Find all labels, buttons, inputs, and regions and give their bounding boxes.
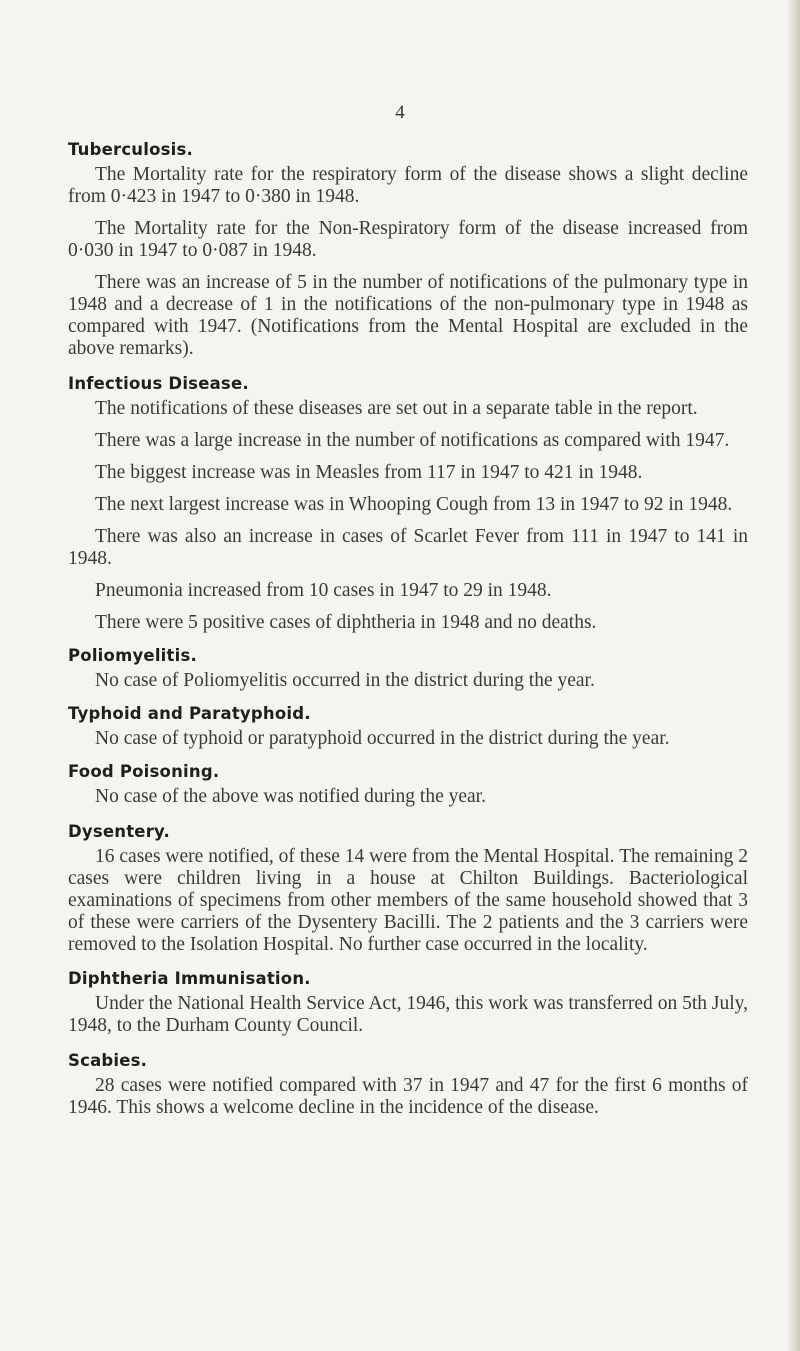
section-heading: Typhoid and Paratyphoid. <box>68 704 311 723</box>
section-heading: Infectious Disease. <box>68 374 249 393</box>
section-heading: Tuberculosis. <box>68 140 194 159</box>
paragraph: 16 cases were notified, of these 14 were from the Mental Hospital. The remaining 2 cases were children living in a house at Chilton Buildings. Bacteriological examinations of specimens from other members of the same household showed that 3 of these were carriers of the Dysentery Bacilli. The 2 patients and the 3 carriers were removed to the Isolation Hospital. No further case occurred in the locality. <box>68 846 748 955</box>
page-number: 4 <box>395 102 405 123</box>
paragraph: 28 cases were notified compared with 37 in 1947 and 47 for the first 6 months of 1946. This shows a welcome decline in the incidence of the disease. <box>68 1075 748 1118</box>
paragraph: There was also an increase in cases of Scarlet Fever from 111 in 1947 to 141 in 1948. <box>68 526 748 569</box>
section-heading: Diphtheria Immunisation. <box>68 969 311 988</box>
paragraph: The next largest increase was in Whooping Cough from 13 in 1947 to 92 in 1948. <box>95 494 733 515</box>
section-scabies <box>68 1051 748 1119</box>
section-food-poisoning <box>68 762 748 808</box>
paragraph: The notifications of these diseases are set out in a separate table in the report. <box>95 398 698 419</box>
paragraph: There was a large increase in the number of notifications as compared with 1947. <box>95 430 730 451</box>
page-body <box>68 140 748 1129</box>
paragraph: Pneumonia increased from 10 cases in 1947 to 29 in 1948. <box>95 580 552 601</box>
section-heading: Food Poisoning. <box>68 762 220 781</box>
paragraph: There was an increase of 5 in the number of notifications of the pulmonary type in 1948 and a decrease of 1 in the notifications of the non-pulmonary type in 1948 as compared with 1947. (Notifications from the Mental Hospital are excluded in the above remarks). <box>68 272 748 359</box>
paragraph: The Mortality rate for the respiratory form of the disease shows a slight decline from 0·423 in 1947 to 0·380 in 1948. <box>68 164 748 207</box>
paragraph: The Mortality rate for the Non-Respiratory form of the disease increased from 0·030 in 1947 to 0·087 in 1948. <box>68 218 748 261</box>
paragraph: No case of Poliomyelitis occurred in the district during the year. <box>95 670 595 691</box>
section-tuberculosis <box>68 140 748 360</box>
paragraph: There were 5 positive cases of diphtheria in 1948 and no deaths. <box>95 612 597 633</box>
paragraph: No case of the above was notified during the year. <box>95 786 486 807</box>
section-heading: Poliomyelitis. <box>68 646 197 665</box>
section-heading: Dysentery. <box>68 822 170 841</box>
page-edge-shadow <box>786 0 800 1351</box>
paragraph: Under the National Health Service Act, 1946, this work was transferred on 5th July, 1948, to the Durham County Council. <box>68 993 748 1036</box>
section-diphtheria-immunisation <box>68 969 748 1037</box>
section-typhoid <box>68 704 748 750</box>
paragraph: No case of typhoid or paratyphoid occurred in the district during the year. <box>95 728 670 749</box>
section-poliomyelitis <box>68 646 748 692</box>
section-heading: Scabies. <box>68 1051 148 1070</box>
paragraph: The biggest increase was in Measles from 117 in 1947 to 421 in 1948. <box>95 462 643 483</box>
section-infectious-disease <box>68 374 748 634</box>
section-dysentery <box>68 822 748 956</box>
